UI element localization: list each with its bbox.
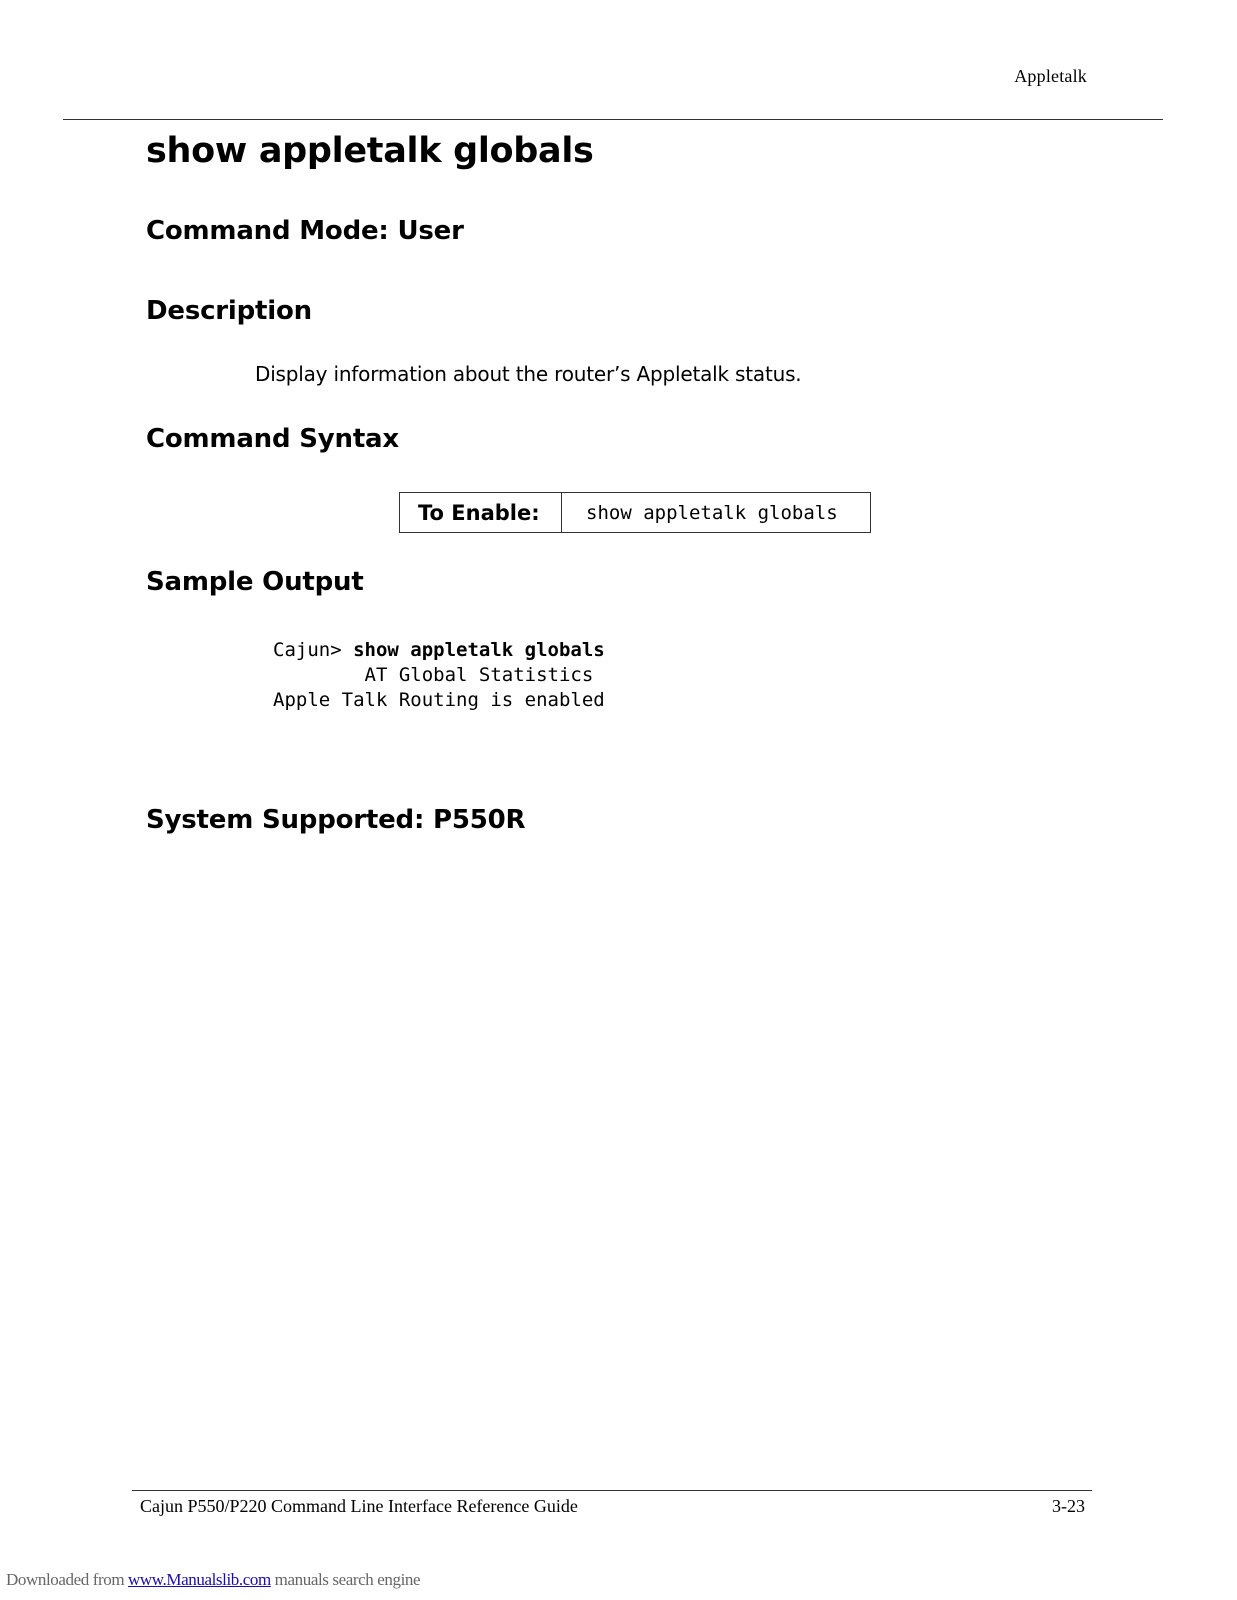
footer-page-number: 3-23 (1052, 1496, 1085, 1516)
sample-output-block (273, 638, 605, 713)
syntax-label: To Enable: (400, 493, 562, 533)
page-title: show appletalk globals (146, 131, 594, 171)
sample-prompt: Cajun> (273, 639, 354, 661)
command-syntax-table (399, 492, 871, 533)
download-suffix: manuals search engine (270, 1570, 421, 1589)
header-divider (63, 119, 1163, 120)
syntax-command: show appletalk globals (562, 493, 871, 533)
manualslib-link[interactable]: www.Manualslib.com (128, 1570, 271, 1589)
description-text: Display information about the router’s Appletalk status. (255, 362, 802, 386)
sample-output-line: Apple Talk Routing is enabled (273, 689, 605, 711)
command-mode-heading: Command Mode: User (146, 216, 464, 246)
download-prefix: Downloaded from (6, 1570, 129, 1589)
footer-guide-title: Cajun P550/P220 Command Line Interface Reference Guide (140, 1496, 578, 1516)
footer-divider (132, 1490, 1092, 1491)
download-banner (6, 1570, 420, 1590)
running-header: Appletalk (1014, 66, 1087, 86)
description-heading: Description (146, 296, 312, 326)
syntax-row (400, 493, 871, 533)
command-syntax-heading: Command Syntax (146, 424, 399, 454)
sample-output-heading: Sample Output (146, 567, 364, 597)
sample-command: show appletalk globals (353, 639, 605, 661)
system-supported-heading: System Supported: P550R (146, 805, 526, 835)
sample-output-line: AT Global Statistics (273, 664, 594, 686)
